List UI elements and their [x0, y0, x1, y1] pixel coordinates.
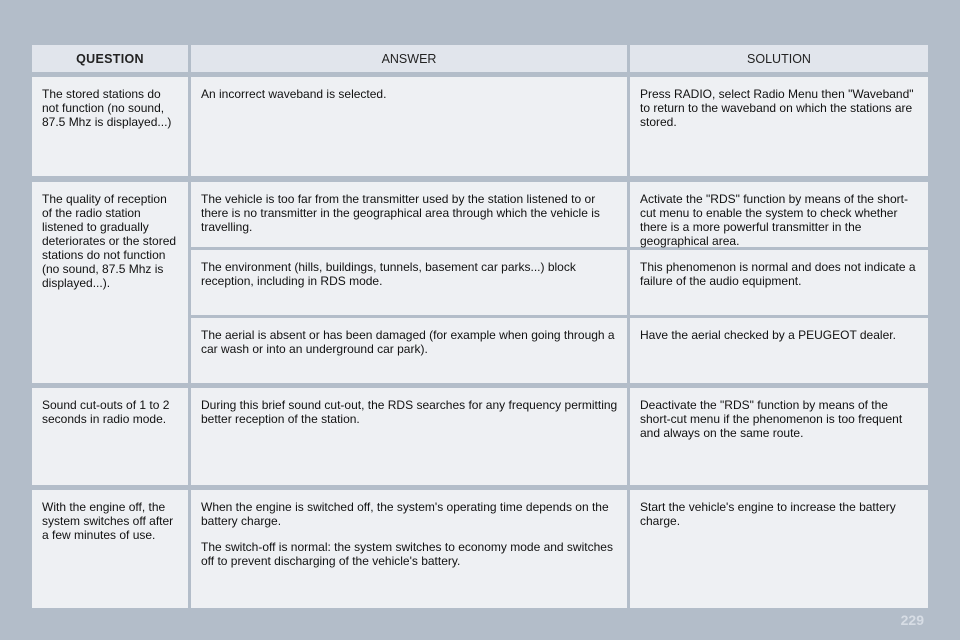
question-text: The quality of reception of the radio station listened to gradually deteriorates or the stored stations do not function (no sound, 87.5 Mhz is displayed...). — [42, 192, 177, 290]
question-text: Sound cut-outs of 1 to 2 seconds in radio mode. — [42, 398, 170, 426]
header-solution: SOLUTION — [630, 45, 928, 72]
row4-answer — [191, 490, 627, 608]
row3-answer — [191, 388, 627, 485]
solution-text: Have the aerial checked by a PEUGEOT dealer. — [640, 328, 896, 342]
row2-answer-2 — [191, 250, 627, 315]
row2-question — [32, 182, 188, 383]
row2-answer-1 — [191, 182, 627, 247]
row2-solution-3 — [630, 318, 928, 383]
answer-text: During this brief sound cut-out, the RDS searches for any frequency permitting better reception of the station. — [201, 398, 618, 426]
solution-text: Press RADIO, select Radio Menu then "Waveband" to return to the waveband on which the stations are stored. — [640, 87, 914, 129]
row1-solution — [630, 77, 928, 176]
solution-text: Deactivate the "RDS" function by means of the short-cut menu if the phenomenon is too frequent and always on the same route. — [640, 398, 903, 440]
answer-text: The vehicle is too far from the transmitter used by the station listened to or there is no transmitter in the geographical area through which the vehicle is travelling. — [201, 192, 600, 234]
question-text: With the engine off, the system switches off after a few minutes of use. — [42, 500, 174, 542]
answer-text: The aerial is absent or has been damaged (for example when going through a car wash or into an underground car park). — [201, 328, 615, 356]
row3-question — [32, 388, 188, 485]
header-question: QUESTION — [32, 45, 188, 72]
answer-text: The environment (hills, buildings, tunnels, basement car parks...) block reception, including in RDS mode. — [201, 260, 576, 288]
row2-solution-1 — [630, 182, 928, 247]
row4-question — [32, 490, 188, 608]
answer-text: An incorrect waveband is selected. — [201, 87, 387, 101]
row3-solution — [630, 388, 928, 485]
answer-text-2: The switch-off is normal: the system switches to economy mode and switches off to prevent discharging of the vehicle's battery. — [201, 540, 613, 568]
row1-answer — [191, 77, 627, 176]
solution-text: Activate the "RDS" function by means of the short-cut menu to enable the system to check whether there is a more powerful transmitter in the geographical area. — [640, 192, 908, 248]
page-number: 229 — [900, 612, 924, 628]
header-answer: ANSWER — [191, 45, 627, 72]
solution-text: Start the vehicle's engine to increase the battery charge. — [640, 500, 896, 528]
question-text: The stored stations do not function (no sound, 87.5 Mhz is displayed...) — [42, 87, 172, 129]
row1-question — [32, 77, 188, 176]
row2-solution-2 — [630, 250, 928, 315]
row2-answer-3 — [191, 318, 627, 383]
row4-solution — [630, 490, 928, 608]
solution-text: This phenomenon is normal and does not indicate a failure of the audio equipment. — [640, 260, 916, 288]
answer-text-1: When the engine is switched off, the system's operating time depends on the battery charge. — [201, 500, 609, 528]
